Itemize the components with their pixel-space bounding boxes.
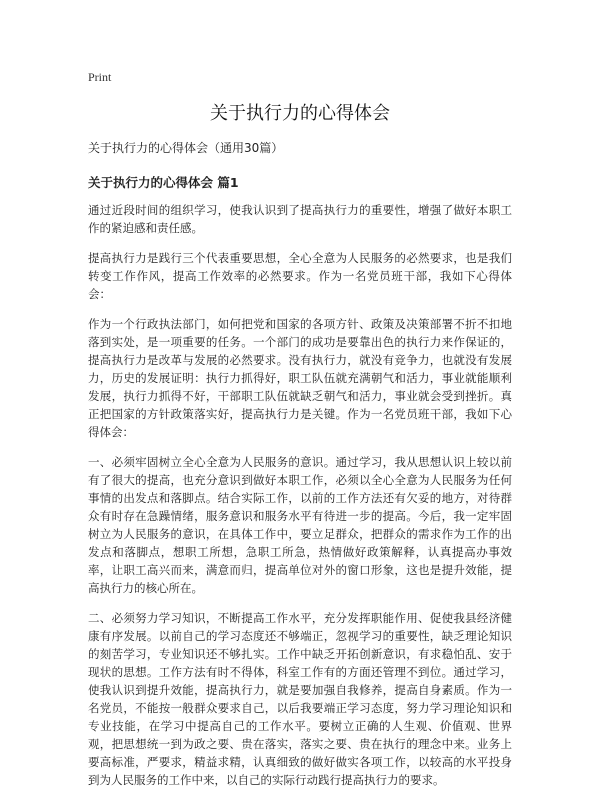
paragraph-department: 作为一个行政执法部门，如何把党和国家的各项方针、政策及决策部署不折不扣地落到实处，是一项重要的任务。一个部门的成功是要靠出色的执行力来作保证的，提高执行力是改革与发展的必然要求。没有执行力，就没有竞争力，也就没有发展力，历史的发展证明：执行力抓得好，职工队伍就充满朝气和活力，事业就能顺利发展，执行力抓得不好，干部职工队伍就缺乏朝气和活力，事业就会受到挫折。真正把国家的方针政策落实好，提高执行力是关键。作为一名党员班干部，我如下心得体会： [88, 317, 512, 439]
paragraph-intro: 通过近段时间的组织学习，使我认识到了提高执行力的重要性，增强了做好本职工作的紧迫感和责任感。 [88, 203, 512, 235]
paragraph-point-two: 二、必须努力学习知识，不断提高工作水平，充分发挥职能作用、促使我县经济健康有序发展。以前自己的学习态度还不够端正，忽视学习的重要性，缺乏理论知识的刻苦学习，专业知识还不够扎实。工作中缺乏开拓创新意识，有求稳怕乱、安于现状的思想。工作方法有时不得体，科室工作有的方面还管理不到位。通过学习，使我认识到提升效能，提高执行力，就是要加强自我修养，提高自身素质。作为一名党员，不能按一般群众要求自己，以后我要端正学习态度，努力学习理论知识和专业技能，在学习中提高自己的工作水平。要树立正确的人生观、价值观、世界观，把思想统一到为政之要、贵在落实，落实之要、贵在执行的理念中来。业务上要高标准，严要求，精益求精，认真细致的做好做实各项工作，以较高的水平投身到为人民服务的工作中来，以自己的实际行动践行提高执行力的要求。 [88, 611, 512, 787]
page-title: 关于执行力的心得体会 [210, 103, 390, 124]
paragraph-purpose: 提高执行力是践行三个代表重要思想，全心全意为人民服务的必然要求，也是我们转变工作作风，提高工作效率的必然要求。作为一名党员班干部，我如下心得体会： [88, 251, 512, 301]
document-subtitle: 关于执行力的心得体会（通用30篇） [88, 141, 284, 155]
paragraph-point-one: 一、必须牢固树立全心全意为人民服务的意识。通过学习，我从思想认识上较以前有了很大的提高，也充分意识到做好本职工作，必须以全心全意为人民服务为任何事情的出发点和落脚点。结合实际工作，以前的工作方法还有欠妥的地方，对待群众有时存在急躁情绪，服务意识和服务水平有待进一步的提高。今后，我一定牢固树立为人民服务的意识，在具体工作中，要立足群众，把群众的需求作为工作的出发点和落脚点，想职工所想，急职工所急，热情做好政策解释，认真提高办事效率，让职工高兴而来，满意而归，提高单位对外的窗口形象，这也是提升效能，提高执行力的核心所在。 [88, 455, 512, 595]
section-heading: 关于执行力的心得体会 篇1 [88, 175, 239, 190]
print-label: Print [88, 70, 112, 84]
